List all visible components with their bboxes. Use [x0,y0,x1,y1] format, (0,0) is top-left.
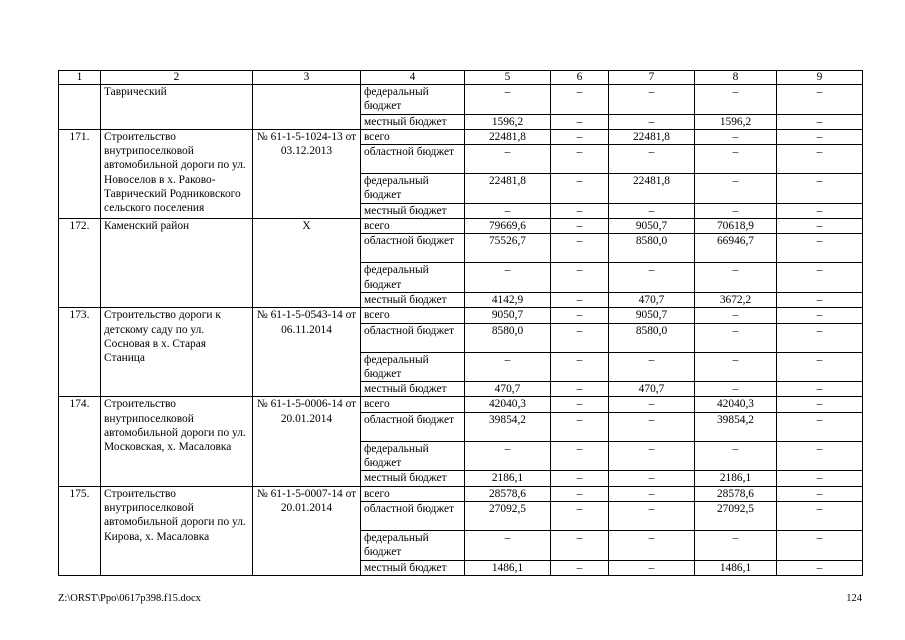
row-number: 175. [59,486,101,575]
empty-value: – [695,352,777,382]
funding-source: областной бюджет [361,234,465,263]
table-row [59,397,863,412]
empty-value: – [551,234,609,263]
amount-value: 470,7 [609,382,695,397]
table-row [59,85,863,115]
empty-value: – [695,263,777,293]
empty-value: – [609,263,695,293]
document-ref [253,85,361,130]
table-row [59,486,863,501]
empty-value: – [551,323,609,352]
object-name: Строительство внутрипоселковой автомобильной дороги по ул. Новоселов в х. Раково-Таврический Родниковского сельского поселения [101,129,253,218]
empty-value: – [551,352,609,382]
table-row [59,308,863,323]
funding-source: федеральный бюджет [361,263,465,293]
amount-value: 9050,7 [465,308,551,323]
empty-value: – [609,85,695,115]
empty-value: – [551,441,609,471]
empty-value: – [695,174,777,204]
empty-value: – [551,145,609,174]
document-ref: Х [253,219,361,308]
amount-value: 22481,8 [609,174,695,204]
empty-value: – [551,382,609,397]
empty-value: – [609,114,695,129]
funding-source: местный бюджет [361,114,465,129]
empty-value: – [551,501,609,530]
column-header: 2 [101,71,253,85]
empty-value: – [777,501,863,530]
column-header: 1 [59,71,101,85]
amount-value: 39854,2 [695,412,777,441]
funding-source: местный бюджет [361,382,465,397]
empty-value: – [551,174,609,204]
funding-source: всего [361,308,465,323]
empty-value: – [777,114,863,129]
empty-value: – [777,174,863,204]
empty-value: – [777,441,863,471]
amount-value: 470,7 [609,292,695,307]
amount-value: 28578,6 [695,486,777,501]
empty-value: – [609,501,695,530]
empty-value: – [609,530,695,560]
document-ref: № 61-1-5-0007-14 от 20.01.2014 [253,486,361,575]
funding-source: областной бюджет [361,323,465,352]
row-number: 174. [59,397,101,486]
column-header: 3 [253,71,361,85]
amount-value: 22481,8 [465,174,551,204]
object-name: Строительство дороги к детскому саду по ул. Сосновая в х. Старая Станица [101,308,253,397]
document-ref: № 61-1-5-1024-13 от 03.12.2013 [253,129,361,218]
column-header: 8 [695,71,777,85]
empty-value: – [609,397,695,412]
empty-value: – [777,234,863,263]
empty-value: – [777,219,863,234]
empty-value: – [777,530,863,560]
amount-value: 9050,7 [609,308,695,323]
amount-value: 1486,1 [695,560,777,575]
funding-source: всего [361,486,465,501]
empty-value: – [777,292,863,307]
amount-value: 2186,1 [695,471,777,486]
empty-value: – [551,219,609,234]
empty-value: – [465,530,551,560]
amount-value: 79669,6 [465,219,551,234]
row-number: 172. [59,219,101,308]
funding-source: федеральный бюджет [361,352,465,382]
empty-value: – [695,530,777,560]
empty-value: – [609,486,695,501]
empty-value: – [777,560,863,575]
amount-value: 22481,8 [465,129,551,144]
amount-value: 27092,5 [695,501,777,530]
row-number: 173. [59,308,101,397]
amount-value: 1596,2 [465,114,551,129]
funding-source: областной бюджет [361,412,465,441]
empty-value: – [465,263,551,293]
empty-value: – [777,263,863,293]
empty-value: – [551,308,609,323]
empty-value: – [777,85,863,115]
empty-value: – [551,129,609,144]
table-header-row [59,71,863,85]
amount-value: 22481,8 [609,129,695,144]
funding-source: областной бюджет [361,145,465,174]
empty-value: – [551,85,609,115]
empty-value: – [695,382,777,397]
empty-value: – [551,203,609,218]
empty-value: – [465,85,551,115]
amount-value: 8580,0 [465,323,551,352]
funding-source: местный бюджет [361,292,465,307]
empty-value: – [695,323,777,352]
empty-value: – [777,203,863,218]
empty-value: – [777,397,863,412]
amount-value: 66946,7 [695,234,777,263]
amount-value: 39854,2 [465,412,551,441]
empty-value: – [609,560,695,575]
amount-value: 27092,5 [465,501,551,530]
column-header: 4 [361,71,465,85]
empty-value: – [777,486,863,501]
funding-source: федеральный бюджет [361,174,465,204]
empty-value: – [609,412,695,441]
empty-value: – [465,441,551,471]
empty-value: – [777,323,863,352]
empty-value: – [551,560,609,575]
empty-value: – [777,308,863,323]
object-name: Каменский район [101,219,253,308]
row-number: 171. [59,129,101,218]
amount-value: 2186,1 [465,471,551,486]
empty-value: – [551,292,609,307]
empty-value: – [551,114,609,129]
empty-value: – [551,397,609,412]
empty-value: – [777,471,863,486]
empty-value: – [695,441,777,471]
amount-value: 8580,0 [609,234,695,263]
empty-value: – [777,382,863,397]
amount-value: 4142,9 [465,292,551,307]
funding-source: федеральный бюджет [361,441,465,471]
empty-value: – [465,203,551,218]
table-body [59,71,863,576]
column-header: 6 [551,71,609,85]
funding-source: федеральный бюджет [361,530,465,560]
funding-source: всего [361,397,465,412]
funding-source: всего [361,129,465,144]
document-ref: № 61-1-5-0543-14 от 06.11.2014 [253,308,361,397]
empty-value: – [777,129,863,144]
funding-source: федеральный бюджет [361,85,465,115]
amount-value: 1486,1 [465,560,551,575]
amount-value: 42040,3 [695,397,777,412]
empty-value: – [695,145,777,174]
empty-value: – [609,203,695,218]
empty-value: – [551,486,609,501]
amount-value: 8580,0 [609,323,695,352]
amount-value: 28578,6 [465,486,551,501]
empty-value: – [609,145,695,174]
amount-value: 70618,9 [695,219,777,234]
empty-value: – [695,85,777,115]
empty-value: – [551,412,609,441]
row-number [59,85,101,130]
page-number: 124 [846,593,862,604]
empty-value: – [777,145,863,174]
empty-value: – [465,352,551,382]
object-name: Строительство внутрипоселковой автомобильной дороги по ул. Московская, х. Масаловка [101,397,253,486]
amount-value: 1596,2 [695,114,777,129]
budget-table [58,70,863,576]
document-ref: № 61-1-5-0006-14 от 20.01.2014 [253,397,361,486]
column-header: 7 [609,71,695,85]
funding-source: всего [361,219,465,234]
amount-value: 3672,2 [695,292,777,307]
column-header: 5 [465,71,551,85]
object-name: Таврический [101,85,253,130]
footer-file-path: Z:\ORST\Ppo\0617p398.f15.docx [58,593,201,604]
object-name: Строительство внутрипоселковой автомобильной дороги по ул. Кирова, х. Масаловка [101,486,253,575]
table-row [59,219,863,234]
empty-value: – [609,471,695,486]
empty-value: – [551,530,609,560]
empty-value: – [609,352,695,382]
amount-value: 470,7 [465,382,551,397]
amount-value: 9050,7 [609,219,695,234]
empty-value: – [695,203,777,218]
empty-value: – [777,352,863,382]
empty-value: – [695,129,777,144]
empty-value: – [609,441,695,471]
column-header: 9 [777,71,863,85]
empty-value: – [695,308,777,323]
empty-value: – [551,263,609,293]
empty-value: – [465,145,551,174]
funding-source: местный бюджет [361,203,465,218]
funding-source: областной бюджет [361,501,465,530]
table-row [59,129,863,144]
empty-value: – [777,412,863,441]
empty-value: – [551,471,609,486]
amount-value: 42040,3 [465,397,551,412]
funding-source: местный бюджет [361,471,465,486]
funding-source: местный бюджет [361,560,465,575]
amount-value: 75526,7 [465,234,551,263]
